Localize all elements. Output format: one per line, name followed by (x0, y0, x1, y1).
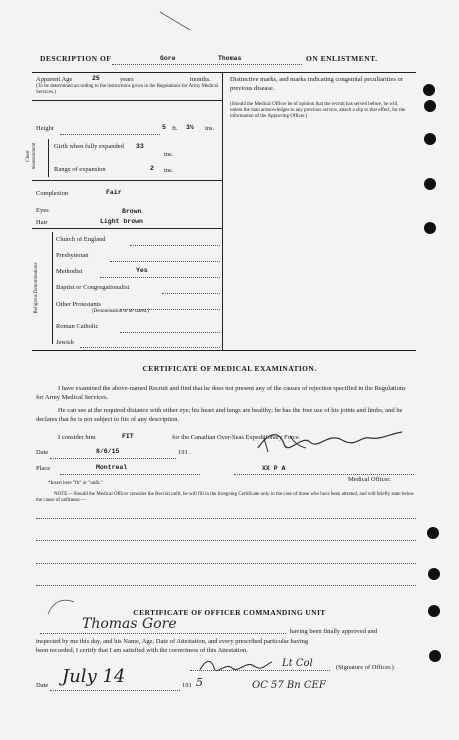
blank-line (36, 540, 416, 541)
section-rule (32, 100, 222, 101)
punch-hole-decoration (424, 178, 436, 190)
pencil-mark-decoration (150, 8, 210, 38)
religion-line (130, 245, 220, 246)
hair-label: Hair (36, 219, 48, 226)
chest-girth-label: Girth when fully expanded (54, 143, 124, 150)
recruit-name-handwritten: Thomas Gore (82, 616, 177, 632)
religion-group-label: Religious Denominations (34, 262, 39, 314)
height-ins-label: ins. (205, 125, 215, 132)
religion-line (120, 332, 220, 333)
medical-date: 8/6/15 (96, 448, 120, 455)
top-rule (32, 72, 416, 73)
religion-line (110, 261, 220, 262)
religion-item-jewish: Jewish (56, 339, 74, 346)
officer-date-label: Date (36, 682, 49, 689)
height-ins: 3½ (186, 124, 194, 131)
eyes-label: Eyes (36, 207, 49, 214)
age-years: 25 (92, 75, 100, 82)
blank-line (36, 563, 416, 564)
blank-line (36, 585, 416, 586)
column-divider (222, 72, 223, 350)
medical-place: Montreal (96, 464, 128, 471)
officer-signature (196, 656, 276, 676)
officer-year-label: 191 (182, 682, 192, 689)
medical-officer-line (234, 474, 414, 475)
medical-fit-value: FIT (122, 433, 134, 440)
section-rule (32, 180, 222, 181)
pencil-mark-decoration (44, 590, 84, 620)
header-prefix: DESCRIPTION OF (40, 54, 112, 63)
officer-signature-rank: Lt Col (282, 658, 313, 669)
age-note: (To be determined according to the instructions given in the Regulations for Army Medical Services.) (36, 84, 218, 95)
religion-item-other-protestants: Other Protestants (56, 301, 101, 308)
punch-hole-decoration (429, 650, 441, 662)
eyes-value: Brown (122, 208, 142, 215)
religion-methodist-value: Yes (136, 267, 148, 274)
header-suffix: ON ENLISTMENT. (306, 54, 378, 63)
chest-range-label: Range of expansion (54, 166, 106, 173)
header-given: Thomas (218, 55, 242, 62)
religion-item-roman-catholic: Roman Catholic (56, 323, 99, 330)
header-surname: Gore (160, 55, 176, 62)
medical-note: NOTE.—Should the Medical Officer consider the Recruit unfit, he will fill in the foregoing Certificate only in the case of those who have been attested, and will briefly state below the cause of unfitness:— (36, 492, 415, 503)
religion-bracket (52, 232, 53, 344)
place-line (60, 474, 200, 475)
age-years-label: years (120, 76, 134, 83)
religion-line (100, 277, 220, 278)
insert-note: *Insert here "fit" or "unfit." (48, 481, 103, 486)
chest-group-label: Chest measurement (26, 142, 37, 170)
medical-officer-label: Medical Officer. (348, 476, 391, 483)
religion-line (120, 309, 220, 310)
officer-line2: inspected by me this day, and his Name, Age, Date of Attestation, and every prescribed particular having (36, 638, 309, 645)
officer-year-handwritten: 5 (196, 676, 203, 689)
medical-unit: XX P A (262, 465, 286, 472)
medical-para2: He can see at the required distance with either eye; his heart and lungs are healthy; he has the free use of his joints and limbs, and he declares that he is not subject to fits of any description. (36, 407, 403, 423)
chest-range-ins: ins. (164, 167, 174, 174)
header-name-line (112, 64, 302, 65)
officer-date-handwritten: July 14 (62, 666, 126, 687)
chest-girth: 33 (136, 143, 144, 150)
section-rule (32, 228, 222, 229)
religion-denomination-note: (Denomination to be stated.) (92, 309, 150, 314)
chest-girth-ins: ins. (164, 151, 174, 158)
recruit-name-line (40, 633, 286, 634)
religion-item-presbyterian: Presbyterian (56, 252, 89, 259)
consider-pre: I consider him (58, 434, 96, 441)
medical-date-label: Date (36, 449, 49, 456)
punch-hole-decoration (428, 568, 440, 580)
date-line (50, 458, 176, 459)
officer-signature-unit: OC 57 Bn CEF (252, 680, 326, 691)
religion-item-church-of-england: Church of England (56, 236, 106, 243)
religion-item-baptist: Baptist or Congregationalist (56, 284, 130, 291)
age-label: Apparent Age (36, 76, 73, 83)
chest-bracket (48, 139, 49, 177)
height-label: Height (36, 125, 54, 132)
religion-line (162, 293, 220, 294)
age-months-label: months. (190, 76, 211, 83)
medical-officer-signature (250, 426, 410, 456)
officer-signature-label: (Signature of Officer.) (336, 664, 394, 671)
punch-hole-decoration (424, 222, 436, 234)
religion-item-methodist: Methodist (56, 268, 83, 275)
marks-label: Distinctive marks, and marks indicating congenital peculiarities or previous disease. (230, 76, 403, 92)
punch-hole-decoration (427, 527, 439, 539)
officer-signature-line (190, 670, 330, 671)
height-ft: 5 (162, 124, 166, 131)
medical-para1: I have examined the above-named Recruit and find that he does not present any of the causes of rejection specified in the Regulations for Army Medical Services. (36, 385, 406, 401)
religion-line (80, 347, 220, 348)
complexion-label: Complexion (36, 190, 69, 197)
medical-year-label: 191 . (178, 449, 191, 456)
medical-title: CERTIFICATE OF MEDICAL EXAMINATION. (142, 364, 317, 373)
officer-title: CERTIFICATE OF OFFICER COMMANDING UNIT (133, 608, 326, 617)
blank-line (36, 518, 416, 519)
officer-line1: having been finally approved and (290, 628, 377, 635)
consider-post: for the Canadian Over-Seas Expeditionary Force. (172, 434, 301, 441)
punch-hole-decoration (423, 84, 435, 96)
hair-value: Light brown (100, 218, 143, 225)
punch-hole-decoration (424, 100, 436, 112)
height-ft-label: ft. (172, 125, 178, 132)
chest-range: 2 (150, 165, 154, 172)
section-rule (32, 350, 416, 351)
complexion-value: Fair (106, 189, 122, 196)
officer-date-line (50, 690, 180, 691)
punch-hole-decoration (424, 133, 436, 145)
height-line (60, 134, 160, 135)
medical-place-label: Place (36, 465, 51, 472)
officer-line3: been recorded, I certify that I am satisfied with the correctness of this Attestation. (36, 647, 248, 654)
marks-note: (Should the Medical Officer be of opinion that the recruit has served before, he will, unless the man acknowledges to any previous service, attach a slip to that effect, for the information of the Approving Officer.) (230, 102, 406, 119)
